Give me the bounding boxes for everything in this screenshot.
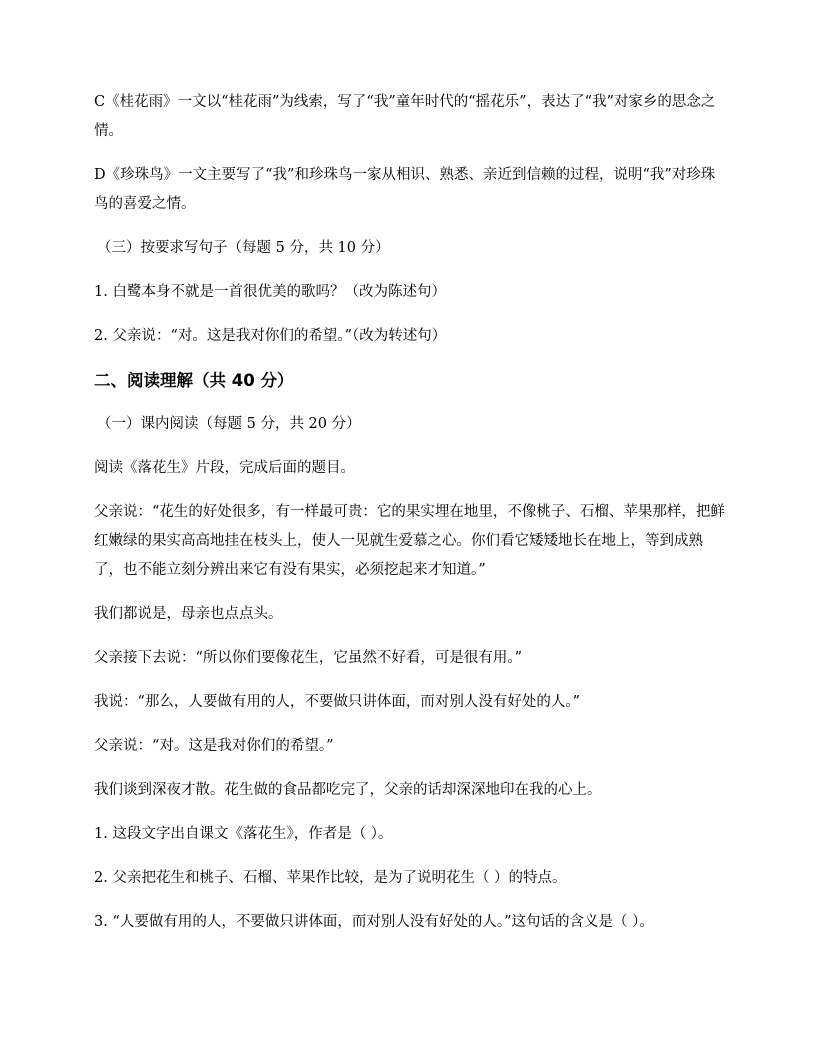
reading-question-3: 3. “人要做有用的人，不要做只讲体面，而对别人没有好处的人。”这句话的含义是（ ）。 (94, 914, 654, 930)
sentence-question-2: 2. 父亲说：“对。这是我对你们的希望。”（改为转述句） (94, 328, 447, 344)
section-3-title: （三）按要求写句子（每题 5 分，共 10 分） (97, 240, 390, 256)
reading-question-1: 1. 这段文字出自课文《落花生》，作者是（ ）。 (94, 826, 393, 842)
passage-paragraph: 父亲说：“花生的好处很多，有一样最可贵：它的果实埋在地里，不像桃子、石榴、苹果那样，把鲜红嫩绿的果实高高地挂在枝头上，使人一见就生爱慕之心。你们看它矮矮地长在地上，等到成熟了，也不能立刻分辨出来它有没有果实，必须挖起来才知道。” (94, 504, 725, 578)
sentence-question-1: 1. 白鹭本身不就是一首很优美的歌吗？（改为陈述句） (94, 284, 446, 300)
passage-paragraph: 我说：“那么，人要做有用的人，不要做只讲体面，而对别人没有好处的人。” (94, 694, 581, 710)
option-d-paragraph: D《珍珠鸟》一文主要写了“我”和珍珠鸟一家从相识、熟悉、亲近到信赖的过程，说明“我”对珍珠鸟的喜爱之情。 (94, 167, 716, 212)
passage-paragraph: 我们谈到深夜才散。花生做的食品都吃完了，父亲的话却深深地印在我的心上。 (94, 782, 602, 798)
reading-section-heading: 二、阅读理解（共 40 分） (94, 371, 294, 390)
reading-question-2: 2. 父亲把花生和桃子、石榴、苹果作比较，是为了说明花生（ ）的特点。 (94, 870, 567, 886)
passage-paragraph: 父亲接下去说：“所以你们要像花生，它虽然不好看，可是很有用。” (94, 650, 523, 666)
passage-paragraph: 父亲说：“对。这是我对你们的希望。” (94, 738, 334, 754)
reading-instruction: 阅读《落花生》片段，完成后面的题目。 (94, 460, 355, 476)
option-c-paragraph: C《桂花雨》一文以“桂花雨”为线索，写了“我”童年时代的“摇花乐”，表达了“我”对家乡的思念之情。 (94, 94, 716, 139)
document-page (94, 88, 726, 952)
passage-paragraph: 我们都说是，母亲也点点头。 (94, 606, 283, 622)
in-class-reading-title: （一）课内阅读（每题 5 分，共 20 分） (97, 416, 361, 432)
